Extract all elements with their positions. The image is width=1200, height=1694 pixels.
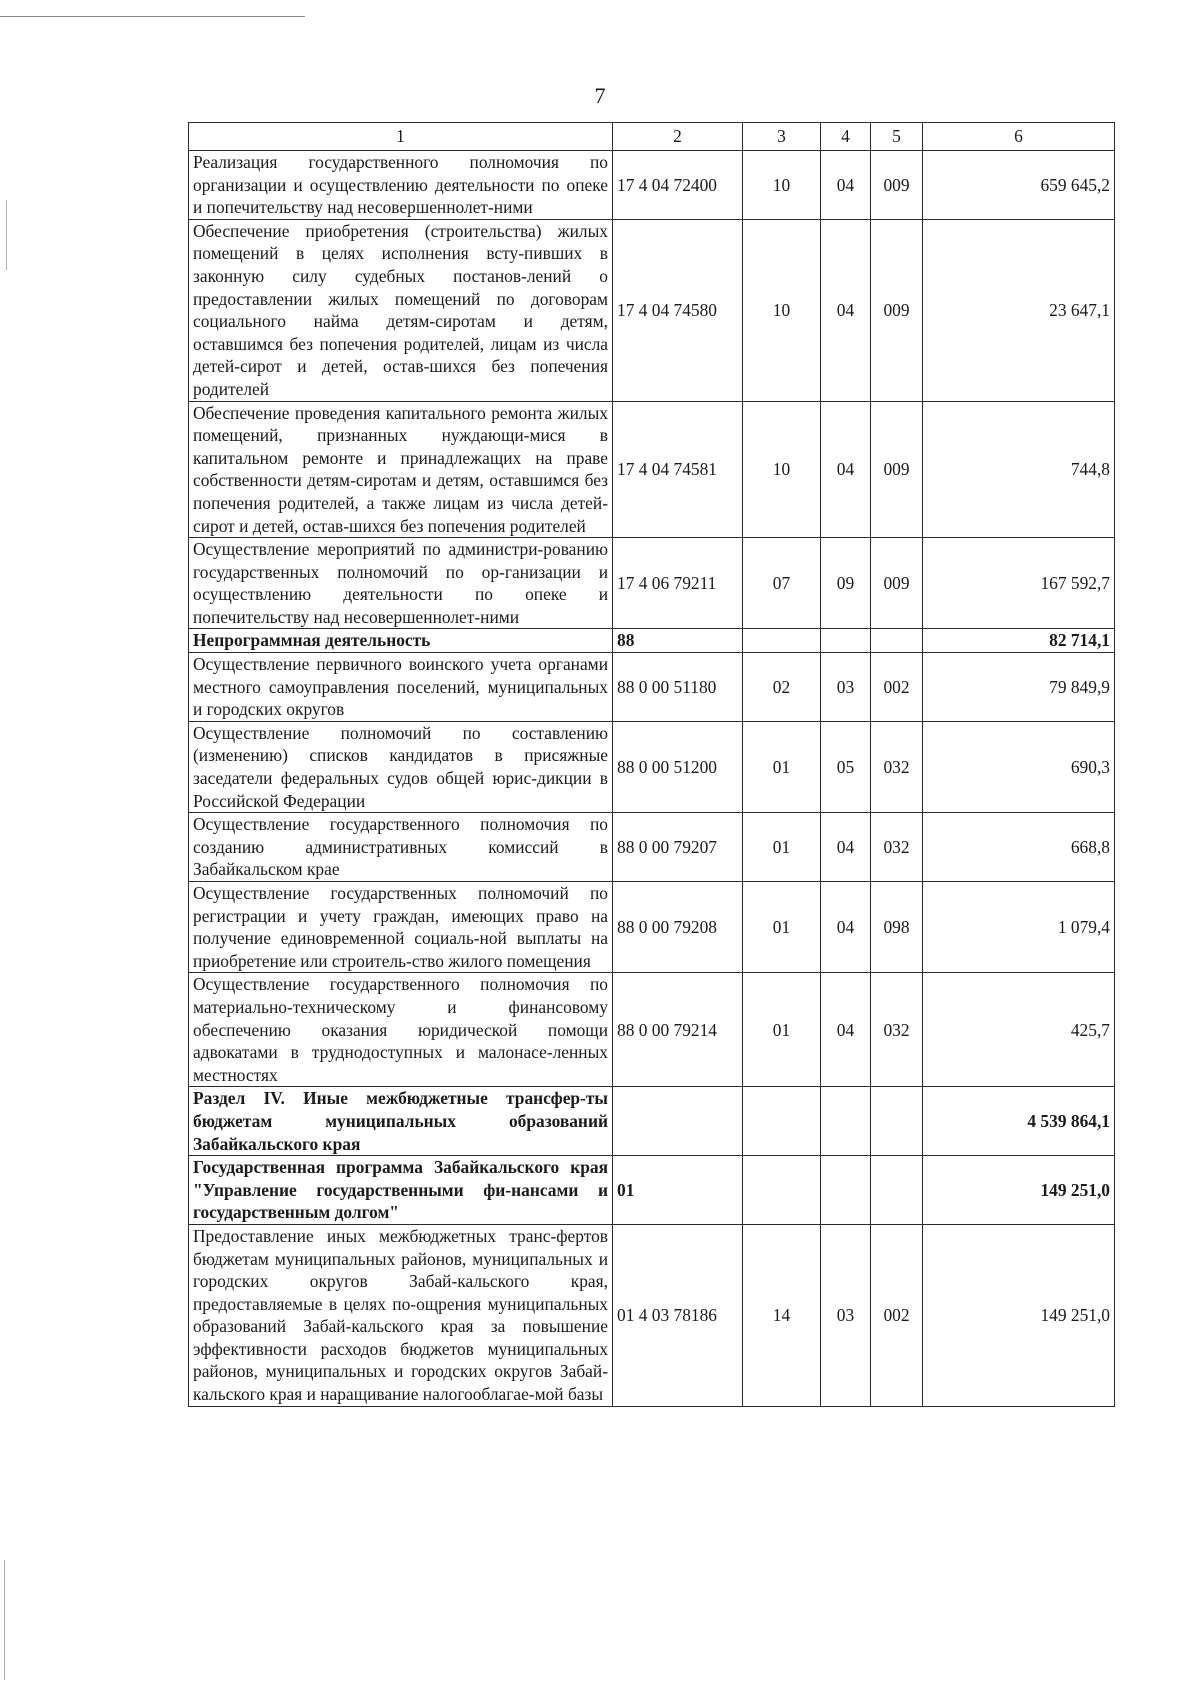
row-subsection-cell: 03	[821, 653, 871, 722]
row-amount-cell: 79 849,9	[923, 653, 1115, 722]
row-subsection-cell: 09	[821, 538, 871, 629]
row-name-cell: Осуществление государственных полномочий по регистрации и учету граждан, имеющих право на получение единовременной социаль-ной выплаты на приобретение или строитель-ство жилого помещения	[189, 882, 613, 973]
row-section-cell: 01	[743, 973, 821, 1087]
table-row	[189, 813, 1115, 882]
table-row	[189, 1087, 1115, 1156]
row-code-cell: 88 0 00 79207	[613, 813, 743, 882]
row-name-cell: Осуществление полномочий по составлению (изменению) списков кандидатов в присяжные заседатели федеральных судов общей юрис-дикции в Российской Федерации	[189, 721, 613, 812]
row-section-cell: 01	[743, 721, 821, 812]
row-subsection-cell: 03	[821, 1224, 871, 1406]
row-type-cell: 009	[871, 401, 923, 538]
row-name-cell: Непрограммная деятельность	[189, 629, 613, 653]
row-section-cell: 14	[743, 1224, 821, 1406]
row-subsection-cell: 04	[821, 401, 871, 538]
row-code-cell: 17 4 04 74580	[613, 219, 743, 401]
row-amount-cell: 149 251,0	[923, 1156, 1115, 1225]
row-section-cell: 01	[743, 813, 821, 882]
table-row	[189, 151, 1115, 220]
row-amount-cell: 1 079,4	[923, 882, 1115, 973]
scan-artifact-top-line	[0, 16, 305, 17]
row-name-cell: Раздел IV. Иные межбюджетные трансфер-ты бюджетам муниципальных образований Забайкальского края	[189, 1087, 613, 1156]
row-section-cell: 10	[743, 151, 821, 220]
row-amount-cell: 23 647,1	[923, 219, 1115, 401]
row-subsection-cell: 04	[821, 882, 871, 973]
row-code-cell: 88 0 00 79208	[613, 882, 743, 973]
column-header-1: 1	[189, 123, 613, 151]
page-number: 7	[594, 83, 606, 108]
row-amount-cell: 659 645,2	[923, 151, 1115, 220]
table-row	[189, 629, 1115, 653]
row-section-cell: 07	[743, 538, 821, 629]
row-code-cell	[613, 1087, 743, 1156]
row-name-cell: Осуществление первичного воинского учета органами местного самоуправления поселений, муниципальных и городских округов	[189, 653, 613, 722]
row-subsection-cell	[821, 1156, 871, 1225]
row-code-cell: 88	[613, 629, 743, 653]
row-amount-cell: 167 592,7	[923, 538, 1115, 629]
row-type-cell	[871, 1087, 923, 1156]
row-type-cell: 098	[871, 882, 923, 973]
row-subsection-cell	[821, 1087, 871, 1156]
row-section-cell: 10	[743, 401, 821, 538]
row-code-cell: 17 4 04 72400	[613, 151, 743, 220]
row-amount-cell: 744,8	[923, 401, 1115, 538]
row-subsection-cell: 04	[821, 813, 871, 882]
row-code-cell: 17 4 06 79211	[613, 538, 743, 629]
row-name-cell: Осуществление государственного полномочия по материально-техническому и финансовому обеспечению оказания юридической помощи адвокатами в труднодоступных и малонасе-ленных местностях	[189, 973, 613, 1087]
column-header-6: 6	[923, 123, 1115, 151]
budget-table	[188, 122, 1115, 1407]
row-code-cell: 01 4 03 78186	[613, 1224, 743, 1406]
row-name-cell: Предоставление иных межбюджетных транс-фертов бюджетам муниципальных районов, муниципальных и городских округов Забай-кальского края, предоставляемые в целях по-ощрения муниципальных образований Забай-кальского края за повышение эффективности расходов бюджетов муниципальных районов, муниципальных и городских округов Забай-кальского края и наращивание налогооблагае-мой базы	[189, 1224, 613, 1406]
row-type-cell: 009	[871, 538, 923, 629]
row-type-cell: 009	[871, 219, 923, 401]
row-type-cell: 032	[871, 721, 923, 812]
row-type-cell: 009	[871, 151, 923, 220]
row-type-cell: 032	[871, 813, 923, 882]
column-number-row	[189, 123, 1115, 151]
row-section-cell	[743, 1156, 821, 1225]
column-header-3: 3	[743, 123, 821, 151]
table-row	[189, 653, 1115, 722]
row-subsection-cell: 04	[821, 973, 871, 1087]
row-code-cell: 88 0 00 51200	[613, 721, 743, 812]
row-code-cell: 17 4 04 74581	[613, 401, 743, 538]
row-section-cell	[743, 629, 821, 653]
column-header-4: 4	[821, 123, 871, 151]
row-type-cell	[871, 629, 923, 653]
column-header-5: 5	[871, 123, 923, 151]
row-amount-cell: 690,3	[923, 721, 1115, 812]
row-subsection-cell: 05	[821, 721, 871, 812]
table-row	[189, 1224, 1115, 1406]
row-type-cell	[871, 1156, 923, 1225]
row-name-cell: Осуществление мероприятий по администри-рованию государственных полномочий по ор-ганизации и осуществлению деятельности по опеке и попечительству над несовершеннолет-ними	[189, 538, 613, 629]
row-amount-cell: 149 251,0	[923, 1224, 1115, 1406]
row-name-cell: Обеспечение приобретения (строительства) жилых помещений в целях исполнения всту-пивших в законную силу судебных постанов-лений о предоставлении жилых помещений по договорам социального найма детям-сиротам и детям, оставшимся без попечения родителей, лицам из числа детей-сирот и детей, остав-шихся без попечения родителей	[189, 219, 613, 401]
row-name-cell: Осуществление государственного полномочия по созданию административных комиссий в Забайкальском крае	[189, 813, 613, 882]
row-type-cell: 002	[871, 1224, 923, 1406]
row-name-cell: Государственная программа Забайкальского края "Управление государственными фи-нансами и государственным долгом"	[189, 1156, 613, 1225]
row-code-cell: 88 0 00 79214	[613, 973, 743, 1087]
table-row	[189, 219, 1115, 401]
row-code-cell: 88 0 00 51180	[613, 653, 743, 722]
row-subsection-cell: 04	[821, 219, 871, 401]
row-type-cell: 032	[871, 973, 923, 1087]
table-row	[189, 401, 1115, 538]
row-amount-cell: 668,8	[923, 813, 1115, 882]
row-code-cell: 01	[613, 1156, 743, 1225]
row-type-cell: 002	[871, 653, 923, 722]
row-amount-cell: 4 539 864,1	[923, 1087, 1115, 1156]
row-subsection-cell: 04	[821, 151, 871, 220]
scan-artifact-left-mark-lower	[4, 1560, 5, 1680]
table-row	[189, 721, 1115, 812]
table-row	[189, 538, 1115, 629]
row-section-cell: 02	[743, 653, 821, 722]
row-subsection-cell	[821, 629, 871, 653]
row-name-cell: Реализация государственного полномочия по организации и осуществлению деятельности по опеке и попечительству над несовершеннолет-ними	[189, 151, 613, 220]
row-amount-cell: 425,7	[923, 973, 1115, 1087]
row-amount-cell: 82 714,1	[923, 629, 1115, 653]
row-section-cell	[743, 1087, 821, 1156]
row-section-cell: 01	[743, 882, 821, 973]
table-row	[189, 1156, 1115, 1225]
scan-artifact-left-mark	[6, 200, 7, 270]
row-section-cell: 10	[743, 219, 821, 401]
table-row	[189, 882, 1115, 973]
column-header-2: 2	[613, 123, 743, 151]
row-name-cell: Обеспечение проведения капитального ремонта жилых помещений, признанных нуждающи-мися в капитальном ремонте и принадлежащих на праве собственности детям-сиротам и детям, оставшимся без попечения родителей, а также лицам из числа детей-сирот и детей, остав-шихся без попечения родителей	[189, 401, 613, 538]
table-row	[189, 973, 1115, 1087]
